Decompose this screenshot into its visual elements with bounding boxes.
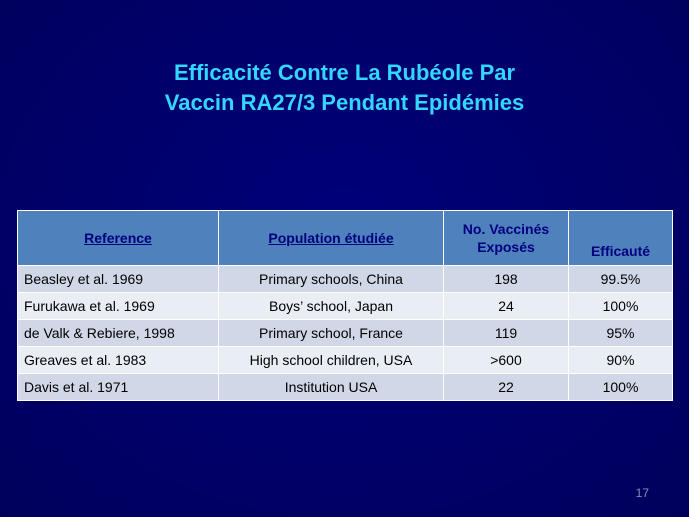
cell-efficacy: 100% bbox=[569, 374, 673, 401]
cell-exposed: 24 bbox=[444, 293, 569, 320]
cell-efficacy: 99.5% bbox=[569, 266, 673, 293]
slide-title-line-1: Efficacité Contre La Rubéole Par bbox=[173, 60, 516, 85]
table-row bbox=[18, 347, 673, 374]
cell-reference: Davis et al. 1971 bbox=[18, 374, 219, 401]
cell-population: High school children, USA bbox=[219, 347, 444, 374]
column-header-reference: Reference bbox=[18, 211, 219, 266]
cell-exposed: >600 bbox=[444, 347, 569, 374]
cell-reference: de Valk & Rebiere, 1998 bbox=[18, 320, 219, 347]
cell-efficacy: 95% bbox=[569, 320, 673, 347]
cell-population: Institution USA bbox=[219, 374, 444, 401]
cell-efficacy: 100% bbox=[569, 293, 673, 320]
efficacy-table bbox=[17, 210, 673, 401]
table-row bbox=[18, 374, 673, 401]
cell-population: Boys’ school, Japan bbox=[219, 293, 444, 320]
cell-reference: Furukawa et al. 1969 bbox=[18, 293, 219, 320]
column-header-vaccinated-exposed: No. Vaccinés Exposés bbox=[444, 211, 569, 266]
cell-population: Primary schools, China bbox=[219, 266, 444, 293]
table-row bbox=[18, 266, 673, 293]
slide-title-line-2: Vaccin RA27/3 Pendant Epidémies bbox=[164, 90, 525, 115]
table-row bbox=[18, 320, 673, 347]
column-header-efficacy: Efficauté bbox=[569, 211, 673, 266]
table-row bbox=[18, 293, 673, 320]
table-header-row bbox=[18, 211, 673, 266]
cell-exposed: 119 bbox=[444, 320, 569, 347]
slide-title bbox=[0, 58, 689, 118]
cell-exposed: 22 bbox=[444, 374, 569, 401]
cell-efficacy: 90% bbox=[569, 347, 673, 374]
cell-reference: Greaves et al. 1983 bbox=[18, 347, 219, 374]
cell-exposed: 198 bbox=[444, 266, 569, 293]
column-header-population: Population étudiée bbox=[219, 211, 444, 266]
page-number: 17 bbox=[635, 486, 649, 500]
cell-population: Primary school, France bbox=[219, 320, 444, 347]
cell-reference: Beasley et al. 1969 bbox=[18, 266, 219, 293]
